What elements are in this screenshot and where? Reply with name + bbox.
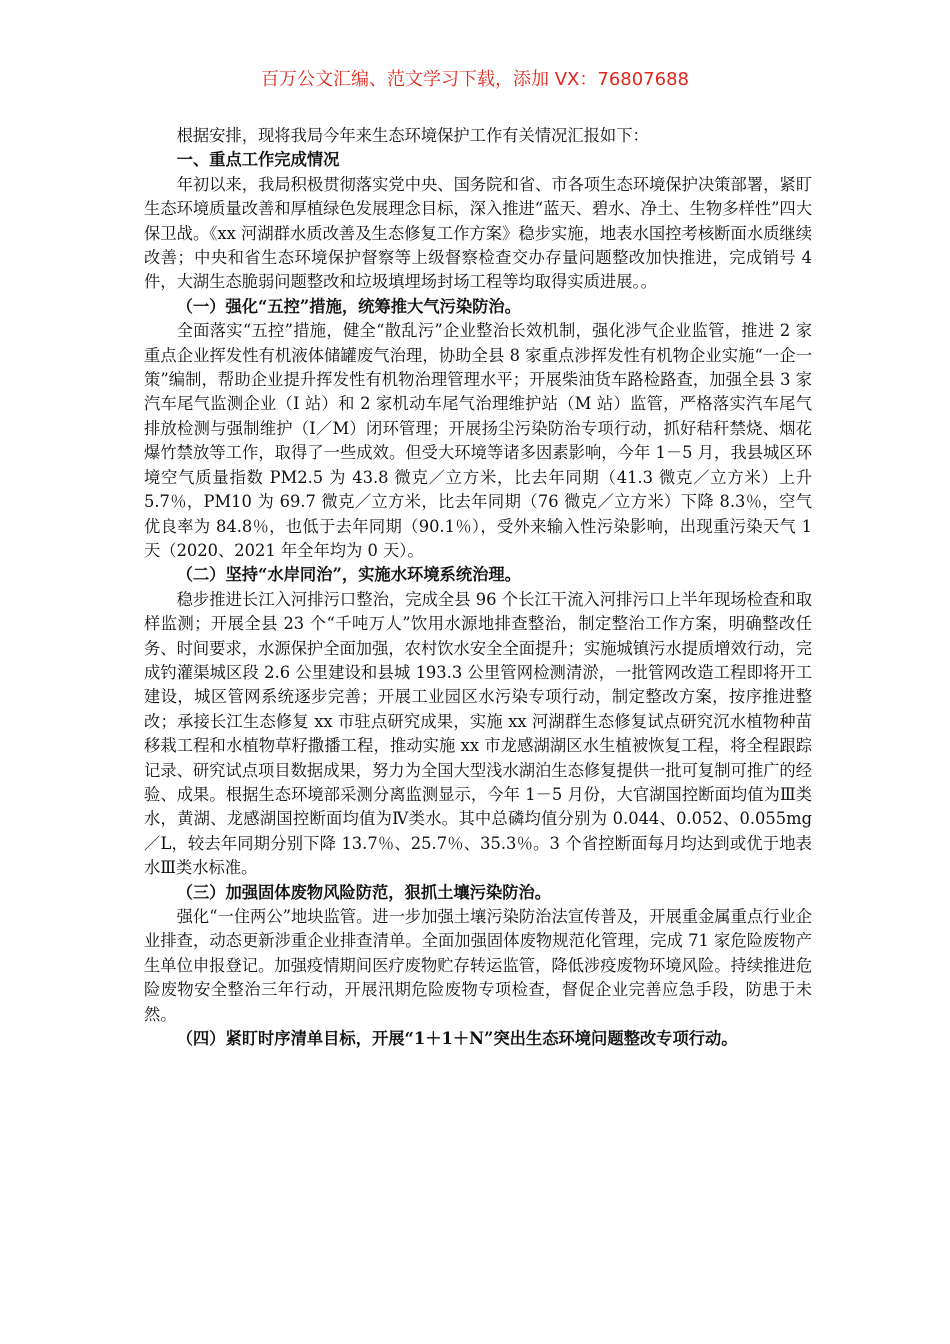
intro-paragraph: 根据安排，现将我局今年来生态环境保护工作有关情况汇报如下： (176, 126, 649, 145)
section-heading: 一、重点工作完成情况 (176, 150, 340, 170)
body-paragraph: 稳步推进长江入河排污口整治，完成全县 96 个长江干流入河排污口上半年现场检查和取样监测；开展全县 23 个“千吨万人”饮用水源地排查整治，制定整治工作方案，明确整改任务、时间要求，水源保护全面加强，农村饮水安全全面提升；实施城镇污水提质增效行动，完成钓灌渠城区段 2.6 公里建设和县城 193.3 公里管网检测清淤，一批管网改造工程即将开工建设，城区管网系统逐步完善；开展工业园区水污染专项行动，制定整改方案，按序推进整改；承接长江生态修复 xx 市驻点研究成果，实施 xx 河湖群生态修复试点研究沉水植物种苗移栽工程和水植物草籽撒播工程，推动实施 xx 市龙感湖湖区水生植被恢复工程，将全程跟踪记录、研究试点项目数据成果，努力为全国大型浅水湖泊生态修复提供一批可复制可推广的经验、成果。根据生态环境部采测分离监测显示，今年 1－5 月份，大官湖国控断面均值为Ⅲ类水，黄湖、龙感湖国控断面均值为Ⅳ类水。其中总磷均值分别为 0.044、0.052、0.055mg／L，较去年同期分别下降 13.7％、25.7％、35.3％。3 个省控断面每月均达到或优于地表水Ⅲ类水标准。 (144, 589, 812, 878)
body-paragraph: 全面落实“五控”措施，健全“散乱污”企业整治长效机制，强化涉气企业监管，推进 2 家重点企业挥发性有机液体储罐废气治理，协助全县 8 家重点涉挥发性有机物企业实施“一企一策”编制，帮助企业提升挥发性有机物治理管理水平；开展柴油货车路检路查，加强全县 3 家汽车尾气监测企业（I 站）和 2 家机动车尾气治理维护站（M 站）监管，严格落实汽车尾气排放检测与强制维护（I／M）闭环管理；开展扬尘污染防治专项行动，抓好秸秆禁烧、烟花爆竹禁放等工作，取得了一些成效。但受大环境等诸多因素影响，今年 1－5 月，我县城区环境空气质量指数 PM2.5 为 43.8 微克／立方米，比去年同期（41.3 微克／立方米）上升 5.7％，PM10 为 69.7 微克／立方米，比去年同期（76 微克／立方米）下降 8.3％，空气优良率为 84.8％，也低于去年同期（90.1％），受外来输入性污染影响，出现重污染天气 1 天（2020、2021 年全年均为 0 天）。 (144, 321, 812, 560)
promo-banner: 百万公文汇编、范文学习下载，添加 VX：76807688 (261, 69, 689, 90)
body-paragraph: 年初以来，我局积极贯彻落实党中央、国务院和省、市各项生态环境保护决策部署，紧盯生态环境质量改善和厚植绿色发展理念目标，深入推进“蓝天、碧水、净土、生物多样性”四大保卫战。《xx 河湖群水质改善及生态修复工作方案》稳步实施，地表水国控考核断面水质继续改善；中央和省生态环境保护督察等上级督察检查交办存量问题整改加快推进，完成销号 4 件，大湖生态脆弱问题整改和垃圾填埋场封场工程等均取得实质进展。。 (144, 174, 812, 292)
subsection-heading: （四）紧盯时序清单目标，开展“1＋1＋N”突出生态环境问题整改专项行动。 (176, 1029, 738, 1049)
subsection-heading: （一）强化“五控”措施，统筹推大气污染防治。 (176, 296, 521, 316)
subsection-heading: （二）坚持“水岸同治”，实施水环境系统治理。 (176, 565, 521, 585)
subsection-heading: （三）加强固体废物风险防范，狠抓土壤污染防治。 (176, 882, 552, 902)
body-paragraph: 强化“一住两公”地块监管。进一步加强土壤污染防治法宣传普及，开展重金属重点行业企业排查，动态更新涉重企业排查清单。全面加强固体废物规范化管理，完成 71 家危险废物产生单位申报登记。加强疫情期间医疗废物贮存转运监管，降低涉疫废物环境风险。持续推进危险废物安全整治三年行动，开展汛期危险废物专项检查，督促企业完善应急手段，防患于未然。 (144, 907, 812, 1024)
document-body (144, 124, 812, 1051)
